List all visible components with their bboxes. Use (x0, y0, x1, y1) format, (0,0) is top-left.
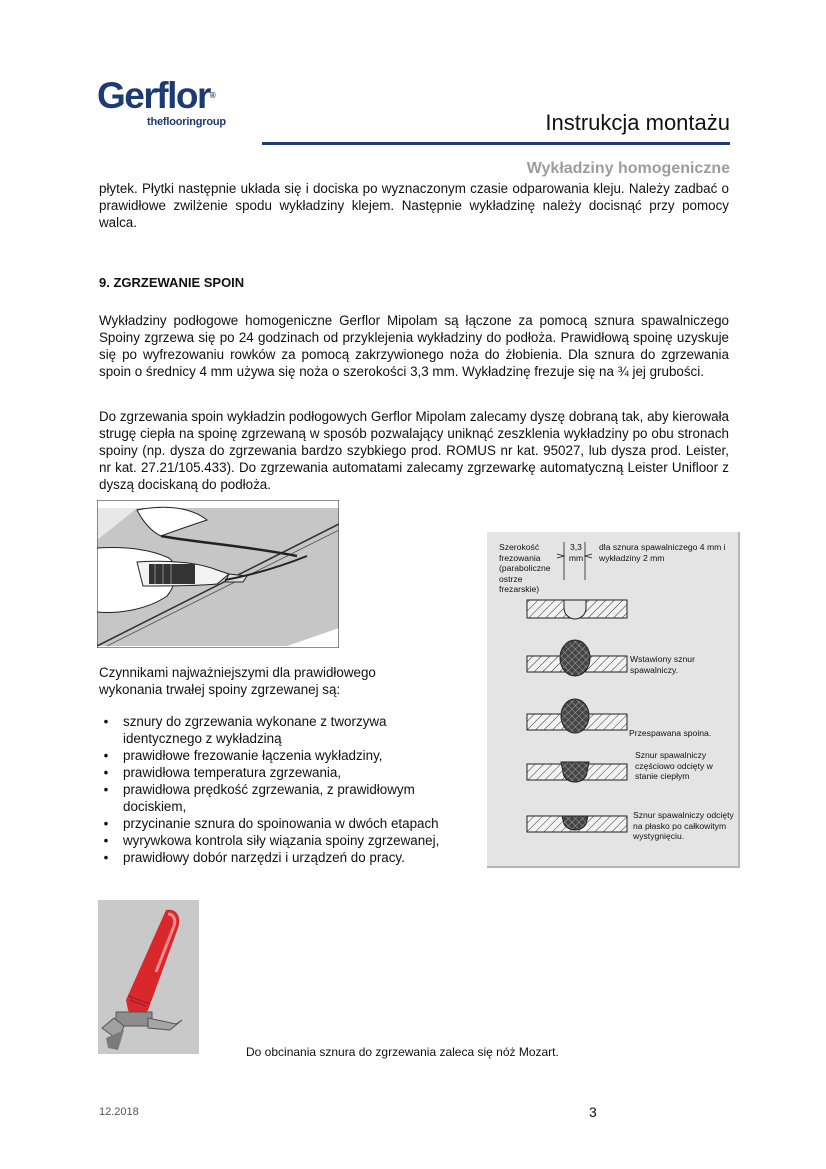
bullet-icon: • (103, 765, 109, 780)
tool-caption: Do obcinania sznura do zgrzewania zaleca się nóż Mozart. (246, 1045, 559, 1059)
list-item: • prawidłowe frezowanie łączenia wykładziny, (99, 747, 469, 764)
rod-size-label: dla sznura spawalniczego 4 mm i wykładziny 2 mm (599, 542, 726, 563)
step-welded-label: Przespawana spoina. (629, 728, 712, 738)
section-paragraph-1: Wykładziny podłogowe homogeniczne Gerflor Mipolam są łączone za pomocą sznura spawalniczego Spoiny zgrzewa się po 24 godzinach od przyklejenia wykładziny do podłoża. Prawidłową spoinę uzyskuje się po wyfrezowaniu rowków za pomocą zakrzywionego noża do żłobienia. Dla sznura do zgrzewania spoin o średnicy 4 mm używa się noża o szerokości 3,3 mm. Wykładzinę frezuje się na ¾ jej grubości. (99, 313, 729, 379)
welding-drawing (97, 500, 339, 648)
list-item: • wyrywkowa kontrola siły wiązania spoiny zgrzewanej, (99, 832, 469, 849)
list-item: • sznury do zgrzewania wykonane z tworzywa identycznego z wykładziną (99, 713, 469, 747)
document-title: Instrukcja montażu (545, 110, 730, 135)
knife-drawing (98, 900, 199, 1054)
list-item: • prawidłowa prędkość zgrzewania, z prawidłowym dociskiem, (99, 781, 469, 815)
groove-measure-label: 3,3 mm (568, 542, 584, 563)
list-item: • prawidłowy dobór narzędzi i urządzeń do pracy. (99, 849, 469, 866)
mozart-knife-photo (98, 900, 199, 1054)
step-inserted-label: Wstawiony sznur spawalniczy. (630, 654, 695, 675)
gerflor-logo (97, 76, 277, 132)
list-item: • prawidłowa temperatura zgrzewania, (99, 764, 469, 781)
bullet-icon: • (103, 833, 109, 848)
header-divider (262, 142, 730, 145)
bullet-icon: • (103, 816, 109, 831)
logo-wordmark: Gerflor® (97, 75, 216, 116)
list-item: • przycinanie sznura do spoinowania w dwóch etapach (99, 815, 469, 832)
intro-paragraph: płytek. Płytki następnie układa się i dociska po wyznaczonym czasie odparowania kleju. Należy zadbać o prawidłowe zwilżenie spodu wykładziny klejem. Następnie wykładzinę należy docisnąć przy pomocy walca. (99, 181, 729, 230)
bullet-icon: • (103, 850, 109, 865)
footer-date: 12.2018 (99, 1106, 139, 1118)
weld-seam-diagram (487, 532, 740, 868)
section-heading: 9. ZGRZEWANIE SPOIN (99, 275, 245, 290)
document-subtitle: Wykładziny homogeniczne (526, 160, 730, 177)
bullet-icon: • (103, 748, 109, 763)
step-cold-trim-label: Sznur spawalniczy odcięty na płasko po całkowitym wystygnięciu. (633, 810, 734, 841)
logo-tagline: theflooringroup (147, 116, 226, 128)
factors-list (99, 713, 469, 866)
welding-illustration (97, 500, 339, 648)
bullet-icon: • (103, 714, 109, 729)
bullet-icon: • (103, 782, 109, 797)
step-warm-trim-label: Sznur spawalniczy częściowo odcięty w stanie ciepłym (635, 750, 713, 781)
factors-intro: Czynnikami najważniejszymi dla prawidłowego wykonania trwałej spoiny zgrzewanej są: (99, 665, 376, 697)
page-number: 3 (589, 1104, 597, 1120)
groove-width-label: Szerokość frezowania (paraboliczne ostrze frezarskie) (499, 542, 551, 594)
section-paragraph-2: Do zgrzewania spoin wykładzin podłogowych Gerflor Mipolam zalecamy dyszę dobraną tak, aby kierowała strugę ciepła na spoinę zgrzewaną w sposób pozwalający uniknąć zeszklenia wykładziny po obu stronach spoiny (np. dysza do zgrzewania bardzo szybkiego prod. ROMUS nr kat. 95027, lub dysza prod. Leister, nr kat. 27.21/105.433). Do zgrzewania automatami zalecamy zgrzewarkę automatyczną Leister Unifloor z dyszą dociskaną do podłoża. (99, 409, 729, 492)
